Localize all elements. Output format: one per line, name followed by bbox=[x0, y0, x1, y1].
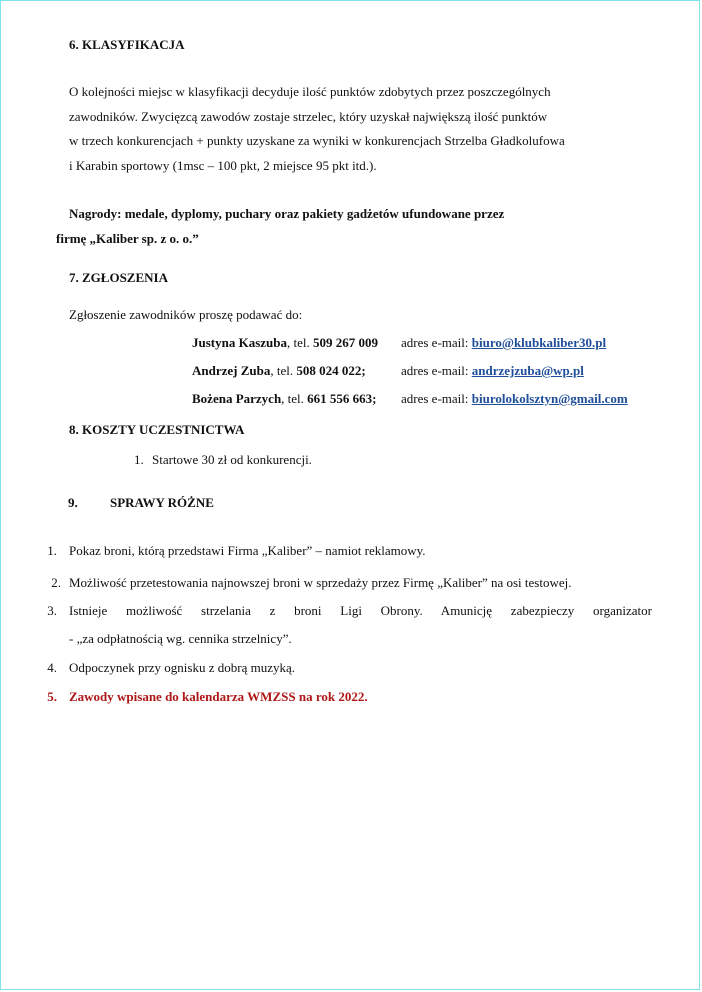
contact-person bbox=[192, 335, 378, 351]
list-item-number: 5. bbox=[47, 689, 57, 704]
list-item-text: Możliwość przetestowania najnowszej broni w sprzedaży przez Firmę „Kaliber” na osi testowej. bbox=[69, 575, 572, 590]
email-link[interactable]: andrzejzuba@wp.pl bbox=[471, 363, 584, 378]
contact-person bbox=[192, 363, 366, 379]
list-item-text: Startowe 30 zł od konkurencji. bbox=[152, 452, 312, 467]
list-item-text-continued: - „za odpłatnością wg. cennika strzelnicy”. bbox=[69, 631, 292, 646]
prizes-line: firmę „Kaliber sp. z o. o.” bbox=[56, 231, 199, 246]
section-6-heading: 6. KLASYFIKACJA bbox=[69, 37, 185, 52]
list-item-text: Pokaz broni, którą przedstawi Firma „Kaliber” – namiot reklamowy. bbox=[69, 543, 426, 558]
contact-tel: 508 024 022; bbox=[296, 363, 366, 378]
registration-intro: Zgłoszenie zawodników proszę podawać do: bbox=[69, 307, 303, 322]
paragraph-line: zawodników. Zwycięzcą zawodów zostaje strzelec, który uzyskał największą ilość punktów bbox=[69, 109, 548, 124]
list-item-number: 1. bbox=[134, 452, 144, 467]
email-label: adres e-mail: bbox=[401, 335, 472, 350]
section-7-heading: 7. ZGŁOSZENIA bbox=[69, 270, 168, 285]
contact-name: Justyna Kaszuba bbox=[192, 335, 287, 350]
paragraph-line: i Karabin sportowy (1msc – 100 pkt, 2 miejsce 95 pkt itd.). bbox=[69, 158, 377, 173]
section-9-heading: SPRAWY RÓŻNE bbox=[110, 495, 214, 510]
list-item-number: 4. bbox=[47, 660, 57, 675]
email-link[interactable]: biuro@klubkaliber30.pl bbox=[471, 335, 607, 350]
contact-person bbox=[192, 391, 377, 407]
contact-name: Andrzej Zuba bbox=[192, 363, 271, 378]
contact-tel-label: , tel. bbox=[287, 335, 313, 350]
email-label: adres e-mail: bbox=[401, 391, 472, 406]
section-9-number: 9. bbox=[68, 495, 78, 510]
contact-email-row bbox=[401, 335, 606, 351]
list-item-number: 1. bbox=[47, 543, 57, 558]
section-8-heading: 8. KOSZTY UCZESTNICTWA bbox=[69, 422, 245, 437]
list-item-text: Odpoczynek przy ognisku z dobrą muzyką. bbox=[69, 660, 295, 675]
contact-email-row bbox=[401, 363, 584, 379]
list-item-text: Istnieje możliwość strzelania z broni Ligi Obrony. Amunicję zabezpieczy organizator bbox=[69, 603, 652, 618]
list-item-number: 2. bbox=[51, 575, 61, 590]
email-link[interactable]: biurolokolsztyn@gmail.com bbox=[471, 391, 628, 406]
prizes-line: Nagrody: medale, dyplomy, puchary oraz pakiety gadżetów ufundowane przez bbox=[69, 206, 505, 221]
contact-name: Bożena Parzych bbox=[192, 391, 282, 406]
paragraph-line: O kolejności miejsc w klasyfikacji decyduje ilość punktów zdobytych przez poszczególnych bbox=[69, 84, 551, 99]
contact-tel-label: , tel. bbox=[270, 363, 297, 378]
list-item-number: 3. bbox=[47, 603, 57, 618]
paragraph-line: w trzech konkurencjach + punkty uzyskane za wyniki w konkurencjach Strzelba Gładkolufowa bbox=[69, 133, 565, 148]
email-label: adres e-mail: bbox=[401, 363, 472, 378]
list-item-text-highlighted: Zawody wpisane do kalendarza WMZSS na rok 2022. bbox=[69, 689, 368, 704]
contact-email-row bbox=[401, 391, 628, 407]
contact-tel-label: , tel. bbox=[281, 391, 308, 406]
contact-tel: 509 267 009 bbox=[313, 335, 378, 350]
contact-tel: 661 556 663; bbox=[307, 391, 377, 406]
